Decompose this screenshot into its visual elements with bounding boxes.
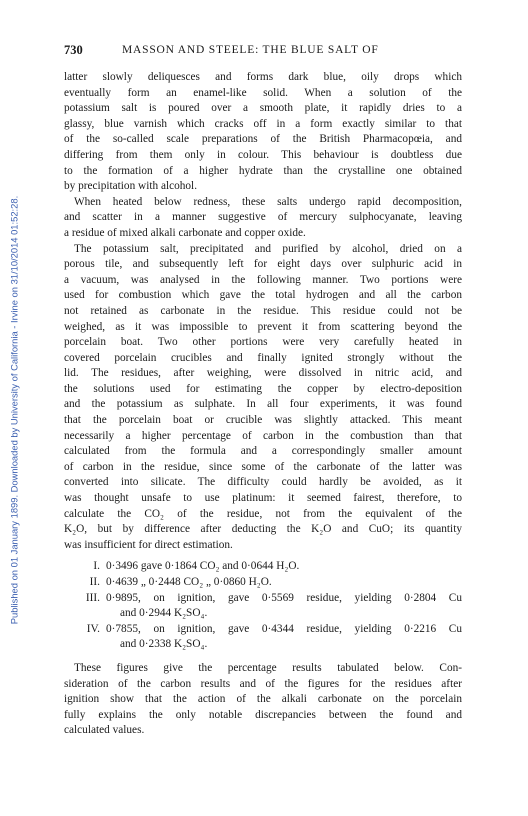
text-line: ignition show that the action of the alkali carbonate on the porcelain (64, 693, 462, 706)
text-line: eventually form an enamel-like solid. When a solution of the (64, 86, 462, 99)
analysis-entry (64, 575, 462, 591)
article-body (64, 70, 462, 739)
download-notice: Published on 01 January 1899. Downloaded by University of California - Irvine on 31/10/2014 01:52:28. (8, 195, 20, 625)
paragraph-continuation (64, 70, 462, 195)
text-line: and the potassium as sulphate. In all four experiments, it was found (64, 398, 462, 411)
text-line: necessarily a higher percentage of carbon in the combustion than that (64, 429, 462, 442)
text-line: porcelain boat. Two other portions were very carefully heated in (64, 336, 462, 349)
paragraph-heating (64, 195, 462, 242)
analysis-entry (64, 622, 462, 653)
entry-text: 0·3496 gave 0·1864 CO₂ and 0·0644 H₂O. (106, 560, 300, 573)
analysis-entry (64, 559, 462, 575)
analysis-results (64, 559, 462, 653)
text-line: a vacuum, was analysed in the following manner. Two portions were (64, 273, 462, 286)
text-line: calculated values. (64, 724, 145, 737)
entry-text: 0·4639 „ 0·2448 CO₂ „ 0·0860 H₂O. (106, 576, 272, 588)
entry-number: III. (85, 591, 100, 604)
publication-sidebar (0, 0, 28, 816)
text-line: the solutions used for estimating the copper by electro-deposition (64, 382, 462, 395)
text-line: a residue of mixed alkali carbonate and copper oxide. (64, 226, 306, 239)
text-line: When heated below redness, these salts undergo rapid decomposition, (74, 195, 462, 208)
text-line: to the formation of a higher hydrate than the crystalline one obtained (64, 164, 462, 177)
text-line: fully explains the only notable discrepancies between the found and (64, 708, 462, 721)
text-line: potassium salt is poured over a smooth plate, it rapidly dries to a (64, 102, 462, 115)
text-line: of the so-called scale preparations of the British Pharmacopœia, and (64, 133, 462, 146)
paragraph-closing (64, 661, 462, 739)
text-line: and scatter in a manner suggestive of mercury sulphocyanate, leaving (64, 211, 462, 224)
text-line: of carbon in the residue, since some of the carbonate of the latter was (64, 460, 462, 473)
entry-text: 0·9895, on ignition, gave 0·5569 residue, yielding 0·2804 Cu (106, 591, 462, 604)
page-header (64, 43, 464, 59)
entry-text: 0·7855, on ignition, gave 0·4344 residue, yielding 0·2216 Cu (106, 622, 462, 635)
text-line: not retained as carbonate in the residue. This residue could not be (64, 304, 462, 317)
text-line: sideration of the carbon results and of the figures for the residues after (64, 677, 462, 690)
text-line: that the porcelain boat or crucible was slightly attacked. This meant (64, 414, 462, 427)
text-line: covered porcelain crucibles and finally ignited strongly without the (64, 351, 462, 364)
paragraph-analysis-method (64, 242, 462, 554)
text-line: calculated from the formula and a correspondingly smaller amount (64, 445, 462, 458)
text-line: weighed, as it was impossible to prevent it from scattering beyond the (64, 320, 462, 333)
page-number: 730 (64, 43, 83, 57)
entry-number: II. (89, 576, 100, 588)
text-line: The potassium salt, precipitated and purified by alcohol, dried on a (74, 242, 462, 255)
running-title: MASSON AND STEELE: THE BLUE SALT OF (122, 44, 379, 56)
text-line: used for combustion which gave the total hydrogen and all the carbon (64, 289, 462, 302)
entry-text-continued: and 0·2338 K₂SO₄. (120, 638, 208, 651)
text-line: porous tile, and subsequently left for eight days over sulphuric acid in (64, 258, 462, 271)
entry-text-continued: and 0·2944 K₂SO₄. (120, 607, 208, 620)
text-line: by precipitation with alcohol. (64, 180, 198, 193)
text-line: differing from them only in colour. This behaviour is doubtless due (64, 148, 462, 161)
text-line: converted into silicate. The difficulty could hardly be avoided, as it (64, 476, 462, 489)
text-line: latter slowly deliquesces and forms dark blue, oily drops which (64, 71, 462, 83)
text-line: glassy, blue varnish which cracks off in a form exactly similar to that (64, 117, 462, 130)
entry-number: I. (93, 560, 100, 573)
text-line: These figures give the percentage results tabulated below. Con- (74, 661, 462, 674)
text-line: was thought unsafe to use platinum: it seemed fairest, therefore, to (64, 492, 462, 505)
text-line: was insufficient for direct estimation. (64, 538, 233, 551)
analysis-entry (64, 591, 462, 622)
text-line: lid. The residues, after weighing, were dissolved in nitric acid, and (64, 367, 462, 380)
entry-number: IV. (86, 622, 100, 635)
text-line: K₂O, but by difference after deducting the K₂O and CuO; its quantity (64, 523, 462, 536)
text-line: calculate the CO₂ of the residue, not from the equivalent of the (64, 507, 462, 520)
